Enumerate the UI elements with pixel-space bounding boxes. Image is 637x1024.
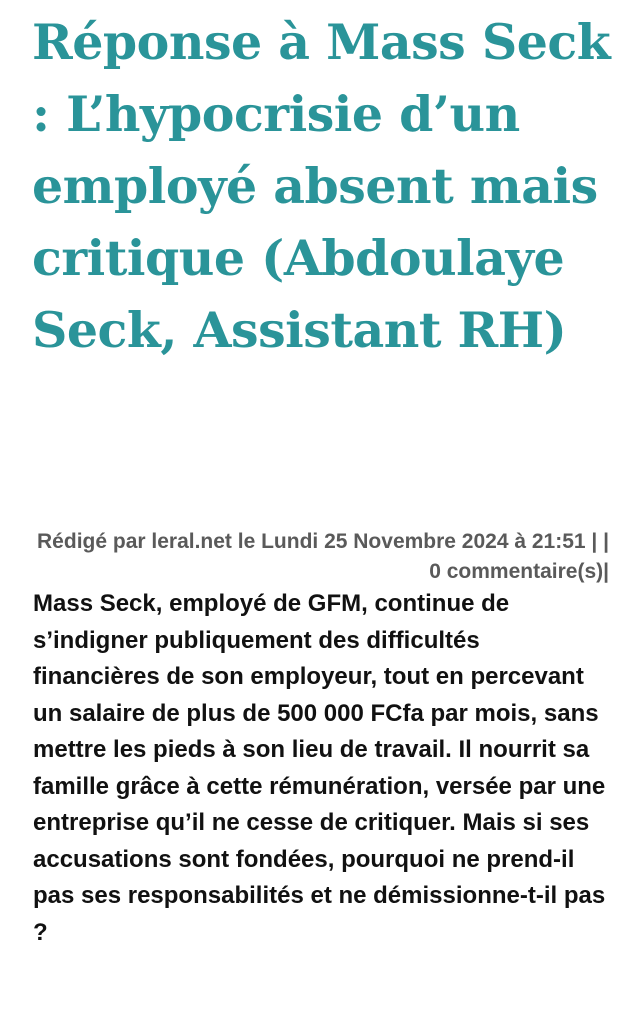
- article-paragraph: Mass Seck, employé de GFM, continue de s’indigner publiquement des difficultés financières de son employeur, tout en percevant un salaire de plus de 500 000 FCfa par mois, sans mettre les pieds à son lieu de travail. Il nourrit sa famille grâce à cette rémunération, versée par une entreprise qu’il ne cesse de critiquer. Mais si ses accusations sont fondées, pourquoi ne prend-il pas ses responsabilités et ne démissionne-t-il pas ?: [33, 590, 606, 946]
- article-title: Réponse à Mass Seck : L’hypocrisie d’un employé absent mais critique (Abdoulaye Seck, Assistant RH): [32, 13, 611, 359]
- article-byline: Rédigé par leral.net le Lundi 25 Novembre 2024 à 21:51 | | 0 commentaire(s)|: [37, 530, 609, 583]
